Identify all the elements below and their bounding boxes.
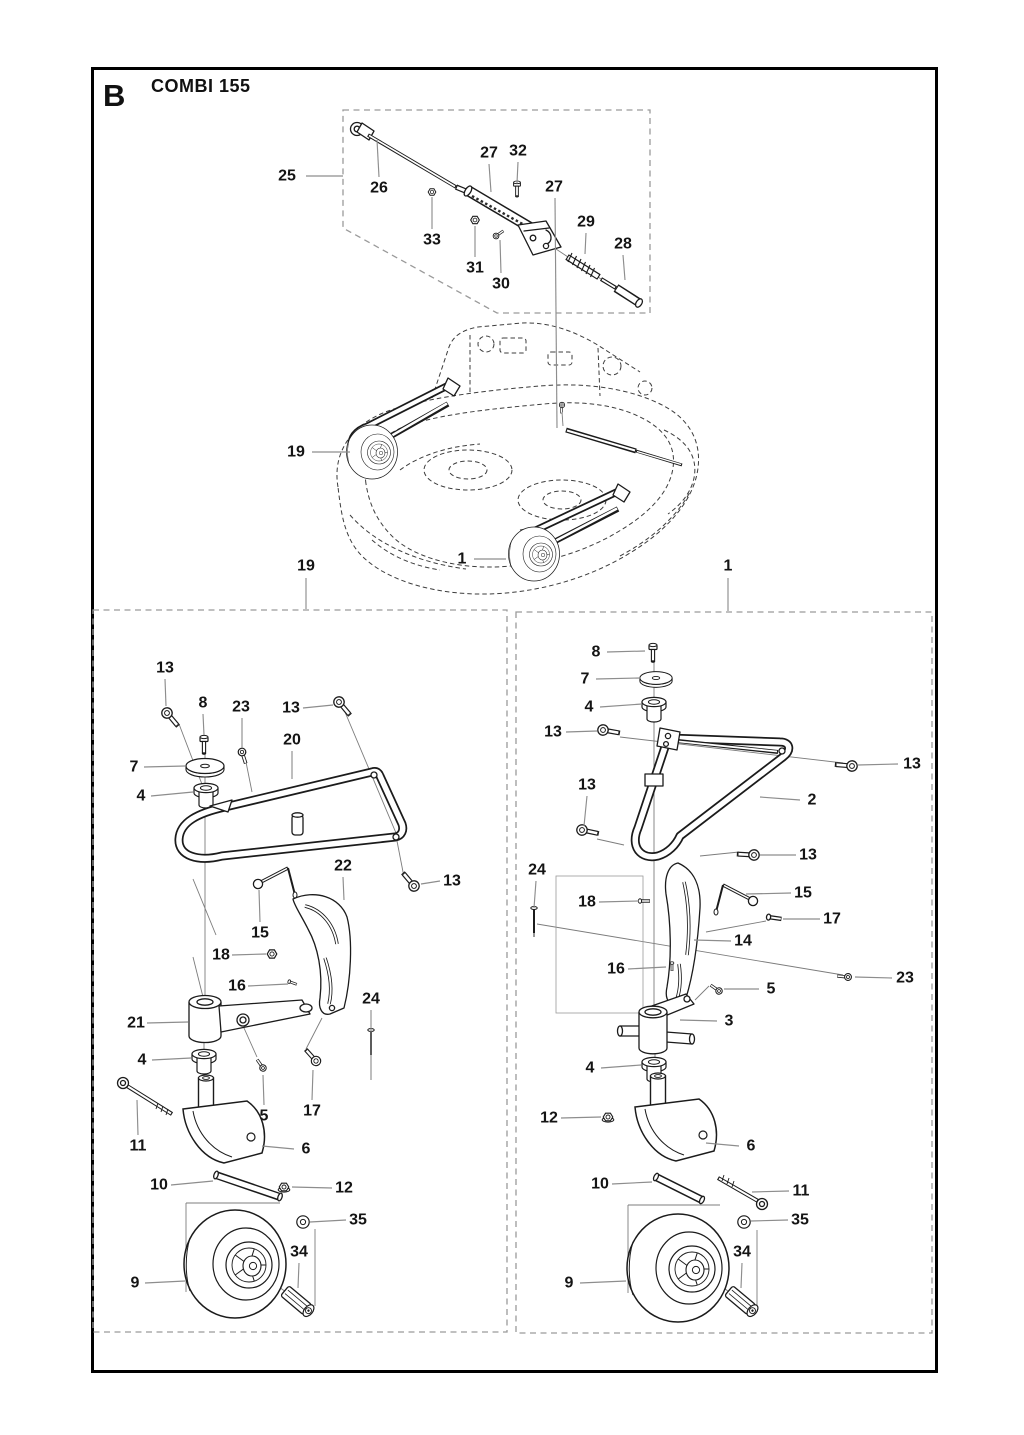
- part-number-label: 35: [349, 1211, 367, 1229]
- pin-16: [670, 962, 674, 971]
- part-number-label: 4: [584, 698, 594, 716]
- part-number-label: 1: [457, 550, 467, 568]
- part-number-label: 28: [614, 235, 632, 253]
- part-number-label: 13: [282, 699, 300, 717]
- part-number-label: 29: [577, 213, 595, 231]
- part-number-label: 13: [544, 723, 562, 741]
- part-number-label: 33: [423, 231, 441, 249]
- nut-18: [267, 950, 277, 958]
- part-number-label: 9: [564, 1274, 574, 1292]
- part-number-label: 4: [137, 1051, 147, 1069]
- part-number-label: 27: [480, 144, 498, 162]
- part-number-label: 13: [903, 755, 921, 773]
- part-number-label: 10: [150, 1176, 168, 1194]
- part-number-label: 1: [723, 557, 733, 575]
- part-number-label: 5: [259, 1107, 269, 1125]
- part-number-label: 26: [370, 179, 388, 197]
- part-number-label: 8: [591, 643, 601, 661]
- part-number-label: 15: [794, 884, 812, 902]
- part-number-label: 16: [228, 977, 246, 995]
- nut-33: [428, 189, 436, 196]
- part-number-label: 30: [492, 275, 510, 293]
- part-number-label: 19: [287, 443, 305, 461]
- part-number-label: 13: [799, 846, 817, 864]
- nut-31: [471, 216, 480, 223]
- part-number-label: 10: [591, 1175, 609, 1193]
- part-number-label: 11: [129, 1137, 147, 1155]
- caster-wheel-9: [627, 1214, 729, 1322]
- part-number-label: 2: [807, 791, 817, 809]
- page-title: COMBI 155: [151, 76, 251, 96]
- part-number-label: 9: [130, 1274, 140, 1292]
- part-number-label: 34: [733, 1243, 751, 1261]
- part-number-label: 13: [156, 659, 174, 677]
- part-number-label: 19: [297, 557, 315, 575]
- part-number-label: 32: [509, 142, 527, 160]
- part-number-label: 8: [198, 694, 208, 712]
- part-number-label: 27: [545, 178, 563, 196]
- washer-35: [297, 1216, 309, 1228]
- part-number-label: 18: [212, 946, 230, 964]
- washer-7: [186, 759, 224, 778]
- washer-7: [640, 672, 672, 688]
- part-number-label: 3: [724, 1012, 734, 1030]
- part-number-label: 14: [734, 932, 752, 950]
- part-number-label: 16: [607, 960, 625, 978]
- part-number-label: 23: [232, 698, 250, 716]
- part-number-label: 23: [896, 969, 914, 987]
- part-number-label: 12: [335, 1179, 353, 1197]
- part-number-label: 11: [792, 1182, 810, 1200]
- washer-35: [738, 1216, 750, 1228]
- part-number-label: 18: [578, 893, 596, 911]
- part-number-label: 4: [136, 787, 146, 805]
- part-number-label: 22: [334, 857, 352, 875]
- part-number-label: 24: [362, 990, 380, 1008]
- part-number-label: 7: [580, 670, 590, 688]
- part-number-label: 34: [290, 1243, 308, 1261]
- pin-18: [638, 899, 650, 904]
- part-number-label: 7: [129, 758, 139, 776]
- part-number-label: 6: [301, 1140, 311, 1158]
- part-number-label: 13: [443, 872, 461, 890]
- part-number-label: 15: [251, 924, 269, 942]
- part-number-label: 17: [303, 1102, 321, 1120]
- part-number-label: 17: [823, 910, 841, 928]
- part-number-label: 24: [528, 861, 546, 879]
- figure-letter: B: [103, 78, 126, 113]
- part-number-label: 13: [578, 776, 596, 794]
- part-number-label: 25: [278, 167, 296, 185]
- part-number-label: 6: [746, 1137, 756, 1155]
- caster-wheel-9: [184, 1210, 286, 1318]
- part-number-label: 21: [127, 1014, 145, 1032]
- part-number-label: 12: [540, 1109, 558, 1127]
- part-number-label: 4: [585, 1059, 595, 1077]
- part-number-label: 35: [791, 1211, 809, 1229]
- part-number-label: 20: [283, 731, 301, 749]
- part-number-label: 5: [766, 980, 776, 998]
- part-number-label: 31: [466, 259, 484, 277]
